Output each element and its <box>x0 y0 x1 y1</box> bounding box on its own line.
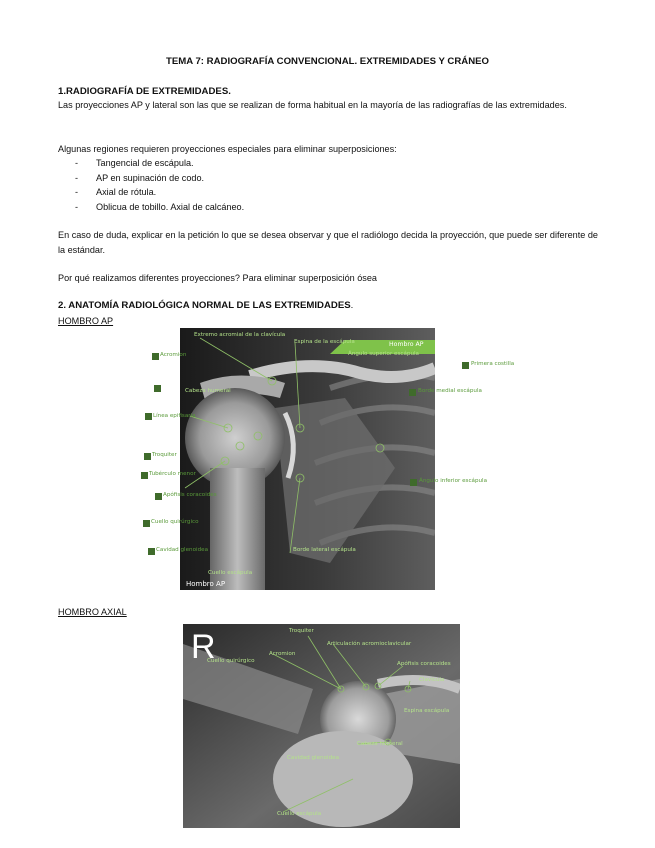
corner-tag: Hombro AP <box>389 341 424 348</box>
label-linea-epifisaria: Línea epifisaria <box>153 413 196 419</box>
page-title: TEMA 7: RADIOGRAFÍA CONVENCIONAL. EXTREMIDADES Y CRÁNEO <box>165 56 489 67</box>
label-borde-medial: Borde medial escápula <box>418 388 482 394</box>
section-2-heading-suffix: . <box>350 300 354 311</box>
why-paragraph: Por qué realizamos diferentes proyecciones? Para eliminar superposición ósea <box>58 273 377 283</box>
label-cavidad-glenoidea: Cavidad glenoidea <box>156 547 208 553</box>
doubt-paragraph: En caso de duda, explicar en la petición lo que se desea observar y que el radiólogo decida la proyección, que puede ser diferente de la estándar. <box>58 230 598 255</box>
label-axial-espina: Espina escápula <box>404 708 450 714</box>
list-item: - Axial de rótula. <box>75 185 244 200</box>
projection-list <box>75 156 244 214</box>
label-axial-articulacion: Articulación acromioclavicular <box>327 641 412 647</box>
r-marker: R <box>191 628 216 666</box>
label-axial-troquiter: Troquiter <box>289 628 314 634</box>
label-apofisis-coracoides: Apófisis coracoides <box>163 492 217 498</box>
label-acromion: Acromion <box>160 352 187 358</box>
list-item: - Oblicua de tobillo. Axial de calcáneo. <box>75 200 244 215</box>
marker-box <box>462 362 469 369</box>
image-tag: Hombro AP <box>186 580 226 588</box>
section-2-heading-text: 2. ANATOMÍA RADIOLÓGICA NORMAL DE LAS EXTREMIDADES <box>58 300 351 311</box>
marker-box <box>148 548 155 555</box>
label-angulo-superior: Ángulo superior escápula <box>348 351 419 357</box>
label-axial-acromion: Acromion <box>269 651 296 657</box>
label-troquiter: Troquiter <box>152 452 177 458</box>
label-espina-escapula: Espina de la escápula <box>294 339 355 345</box>
label-cuello-quirurgico: Cuello quirúrgico <box>151 519 199 525</box>
label-axial-apofisis: Apófisis coracoides <box>397 661 451 667</box>
hombro-ap-caption: HOMBRO AP <box>58 316 114 326</box>
section-2-heading <box>58 300 353 311</box>
label-axial-cuello-quirurgico: Cuello quirúrgico <box>207 658 255 664</box>
label-borde-lateral: Borde lateral escápula <box>293 547 356 553</box>
intro-paragraph: Las proyecciones AP y lateral son las que se realizan de forma habitual en la mayoría de las radiografías de las extremidades. <box>58 100 567 110</box>
shoulder-ap-xray <box>180 328 435 590</box>
label-axial-cavidad: Cavidad glenoidea <box>287 755 339 761</box>
special-paragraph: Algunas regiones requieren proyecciones especiales para eliminar superposiciones: <box>58 144 397 154</box>
list-item: - AP en supinación de codo. <box>75 171 244 186</box>
shoulder-axial-xray <box>183 624 460 828</box>
label-primera-costilla: Primera costilla <box>471 361 515 367</box>
label-tuberculo-menor: Tubérculo menor <box>149 471 196 477</box>
list-item: - Tangencial de escápula. <box>75 156 244 171</box>
label-angulo-inferior: Ángulo inferior escápula <box>419 478 488 484</box>
marker-box <box>143 520 150 527</box>
marker-box <box>152 353 159 360</box>
marker-box <box>141 472 148 479</box>
section-1-heading: 1.RADIOGRAFÍA DE EXTREMIDADES. <box>58 86 231 97</box>
label-cabeza-humeral: Cabeza humeral <box>185 388 231 394</box>
label-extremo-acromial: Extremo acromial de la clavícula <box>194 332 286 338</box>
label-cuello-escapula: Cuello escápula <box>208 570 253 576</box>
label-axial-cabeza: Cabeza humeral <box>357 741 403 747</box>
label-axial-cuello-escapula: Cuello escápula <box>277 811 322 817</box>
marker-box <box>409 389 416 396</box>
marker-box <box>155 493 162 500</box>
marker-box <box>154 385 161 392</box>
label-axial-clavicula: Clavícula <box>419 677 445 683</box>
shoulder-axial-xray-image <box>183 624 460 828</box>
marker-box <box>144 453 151 460</box>
hombro-axial-caption: HOMBRO AXIAL <box>58 607 127 617</box>
marker-box <box>410 479 417 486</box>
marker-box <box>145 413 152 420</box>
